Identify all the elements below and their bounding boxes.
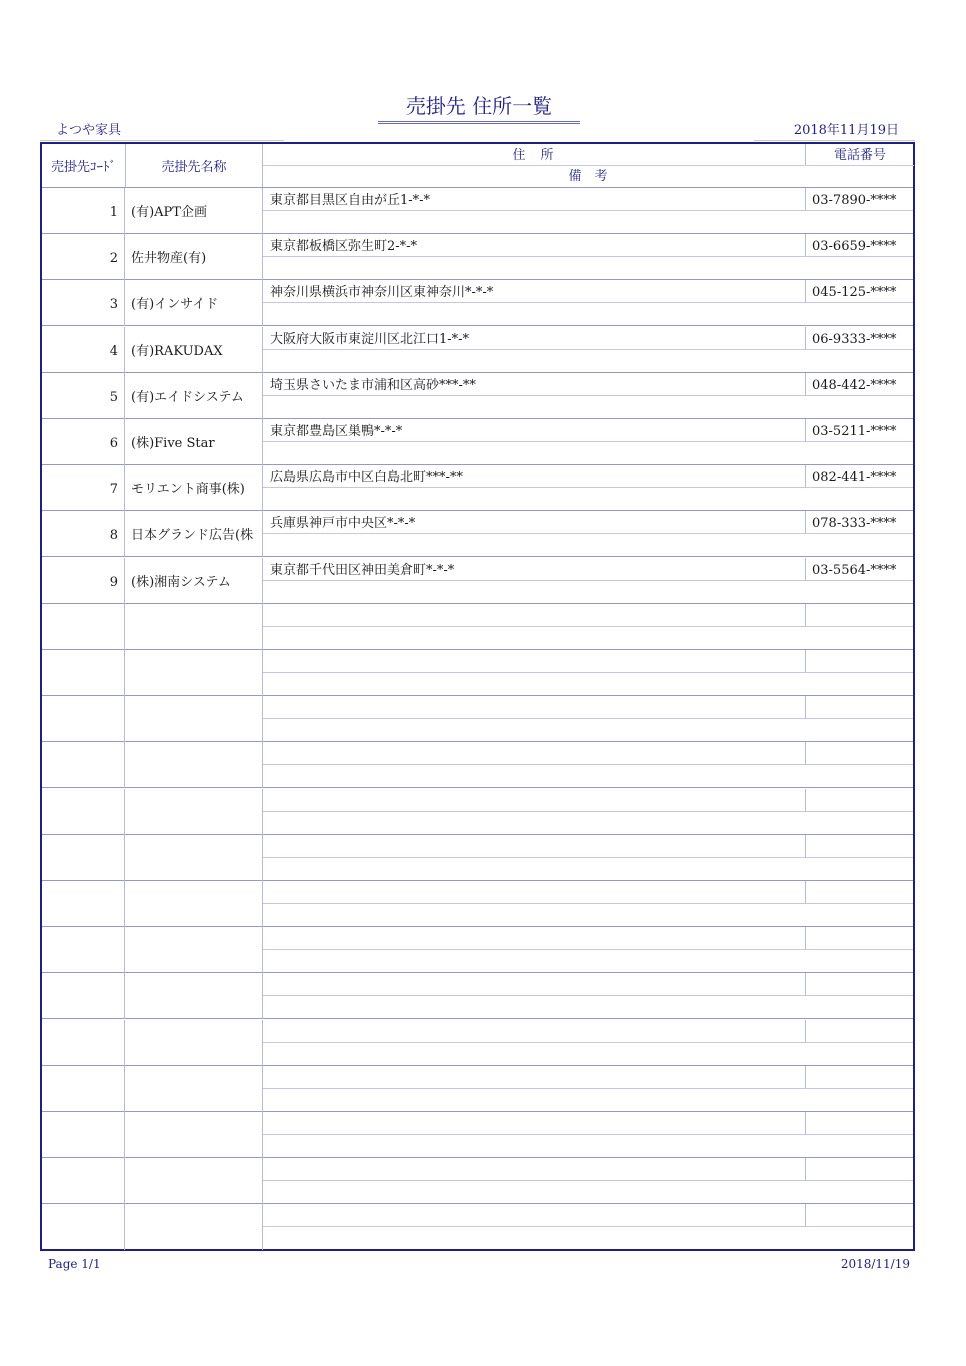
customer-note	[263, 904, 913, 926]
customer-note	[263, 812, 913, 834]
customer-note	[263, 765, 913, 787]
customer-name	[125, 1066, 263, 1112]
table-row	[42, 511, 913, 557]
customer-code: 6	[42, 419, 125, 465]
header-name: 売掛先名称	[126, 144, 263, 187]
table-row	[42, 1158, 913, 1204]
customer-code	[42, 835, 125, 881]
table-row	[42, 835, 913, 881]
customer-phone	[805, 1066, 913, 1089]
customer-note	[263, 996, 913, 1018]
header-phone: 電話番号	[805, 144, 914, 166]
table-row	[42, 1020, 913, 1066]
customer-name: モリエント商事(株)	[125, 465, 263, 511]
customer-note	[263, 719, 913, 741]
customer-note	[263, 950, 913, 972]
customer-note	[263, 488, 913, 510]
customer-phone: 06-9333-****	[805, 327, 913, 350]
customer-code: 2	[42, 234, 125, 280]
customer-code	[42, 742, 125, 788]
customer-address: 東京都豊島区巣鴨*-*-*	[263, 419, 805, 442]
report-date: 2018年11月19日	[754, 119, 915, 141]
customer-address	[263, 1112, 805, 1135]
customer-address	[263, 1204, 805, 1227]
table-row	[42, 742, 913, 788]
customer-phone	[805, 927, 913, 950]
customer-address	[263, 650, 805, 673]
customer-note	[263, 1135, 913, 1157]
customer-phone: 082-441-****	[805, 465, 913, 488]
customer-note	[263, 211, 913, 233]
table-row	[42, 696, 913, 742]
customer-address: 兵庫県神戸市中央区*-*-*	[263, 511, 805, 534]
customer-phone: 03-6659-****	[805, 234, 913, 257]
customer-code	[42, 650, 125, 696]
customer-phone	[805, 1204, 913, 1227]
table-row	[42, 650, 913, 696]
customer-code: 5	[42, 373, 125, 419]
customer-code	[42, 973, 125, 1019]
customer-code	[42, 696, 125, 742]
customer-phone	[805, 973, 913, 996]
customer-address: 大阪府大阪市東淀川区北江口1-*-*	[263, 327, 805, 350]
customer-phone	[805, 696, 913, 719]
customer-name: (株)湘南システム	[125, 558, 263, 604]
table-row	[42, 280, 913, 326]
customer-address	[263, 927, 805, 950]
customer-name	[125, 742, 263, 788]
customer-code	[42, 1066, 125, 1112]
header-address: 住 所	[263, 144, 804, 166]
customer-code	[42, 789, 125, 835]
customer-phone	[805, 881, 913, 904]
customer-name	[125, 1112, 263, 1158]
customer-name	[125, 604, 263, 650]
customer-address	[263, 881, 805, 904]
table-header	[42, 144, 913, 188]
table-row	[42, 881, 913, 927]
customer-phone	[805, 650, 913, 673]
customer-code	[42, 1158, 125, 1204]
customer-phone: 078-333-****	[805, 511, 913, 534]
customer-name	[125, 696, 263, 742]
customer-note	[263, 1089, 913, 1111]
customer-address	[263, 742, 805, 765]
customer-address: 広島県広島市中区白島北町***-**	[263, 465, 805, 488]
customer-address	[263, 604, 805, 627]
table-row	[42, 1066, 913, 1112]
customer-phone: 03-5211-****	[805, 419, 913, 442]
table-row	[42, 188, 913, 234]
customer-phone	[805, 835, 913, 858]
customer-code	[42, 927, 125, 973]
customer-note	[263, 673, 913, 695]
customer-note	[263, 1227, 913, 1249]
table-row	[42, 373, 913, 419]
table-row	[42, 558, 913, 604]
customer-code: 3	[42, 280, 125, 326]
customer-address	[263, 1158, 805, 1181]
customer-name	[125, 1158, 263, 1204]
customer-name: (株)Five Star	[125, 419, 263, 465]
customer-note	[263, 1043, 913, 1065]
customer-code	[42, 1112, 125, 1158]
customer-code	[42, 604, 125, 650]
customer-address	[263, 696, 805, 719]
table-row	[42, 604, 913, 650]
customer-code	[42, 1204, 125, 1250]
header-note: 備 考	[568, 169, 608, 184]
customer-name: (有)APT企画	[125, 188, 263, 234]
customer-phone: 048-442-****	[805, 373, 913, 396]
report-title: 売掛先 住所一覧	[378, 90, 580, 124]
customer-address	[263, 789, 805, 812]
customer-phone: 045-125-****	[805, 280, 913, 303]
customer-address: 東京都目黒区自由が丘1-*-*	[263, 188, 805, 211]
customer-phone	[805, 1158, 913, 1181]
customer-code	[42, 1020, 125, 1066]
customer-code: 7	[42, 465, 125, 511]
customer-name: (有)エイドシステム	[125, 373, 263, 419]
customer-note	[263, 257, 913, 279]
customer-phone	[805, 1020, 913, 1043]
company-name: よつや家具	[40, 119, 284, 141]
customer-name	[125, 789, 263, 835]
customer-name: (有)インサイド	[125, 280, 263, 326]
customer-phone	[805, 1112, 913, 1135]
customer-note	[263, 442, 913, 464]
table-row	[42, 789, 913, 835]
customer-note	[263, 303, 913, 325]
customer-name	[125, 1020, 263, 1066]
customer-name: 佐井物産(有)	[125, 234, 263, 280]
customer-name	[125, 650, 263, 696]
customer-phone	[805, 789, 913, 812]
page-number: Page 1/1	[48, 1257, 101, 1271]
customer-note	[263, 627, 913, 649]
table-row	[42, 327, 913, 373]
customer-code: 9	[42, 558, 125, 604]
table-row	[42, 927, 913, 973]
customer-address	[263, 973, 805, 996]
customer-code: 4	[42, 327, 125, 373]
customer-address	[263, 1020, 805, 1043]
customer-name	[125, 973, 263, 1019]
customer-code	[42, 881, 125, 927]
customer-note	[263, 350, 913, 372]
customer-phone	[805, 604, 913, 627]
table-row	[42, 419, 913, 465]
customer-name	[125, 927, 263, 973]
table-row	[42, 1112, 913, 1158]
customer-address	[263, 835, 805, 858]
table-row	[42, 465, 913, 511]
customer-note	[263, 534, 913, 556]
customer-note	[263, 581, 913, 603]
customer-phone: 03-7890-****	[805, 188, 913, 211]
customer-name	[125, 835, 263, 881]
table-row	[42, 1204, 913, 1250]
customer-name: 日本グランド広告(株	[125, 511, 263, 557]
table-row	[42, 973, 913, 1019]
customer-address	[263, 1066, 805, 1089]
customer-address: 神奈川県横浜市神奈川区東神奈川*-*-*	[263, 280, 805, 303]
customer-name	[125, 881, 263, 927]
customer-phone	[805, 742, 913, 765]
table-row	[42, 234, 913, 280]
footer-date: 2018/11/19	[840, 1257, 910, 1271]
customer-note	[263, 1181, 913, 1203]
customer-note	[263, 396, 913, 418]
customer-code: 1	[42, 188, 125, 234]
customer-address: 東京都板橋区弥生町2-*-*	[263, 234, 805, 257]
address-table	[40, 142, 915, 1251]
customer-note	[263, 858, 913, 880]
customer-name: (有)RAKUDAX	[125, 327, 263, 373]
customer-name	[125, 1204, 263, 1250]
customer-address: 埼玉県さいたま市浦和区高砂***-**	[263, 373, 805, 396]
customer-code: 8	[42, 511, 125, 557]
customer-phone: 03-5564-****	[805, 558, 913, 581]
customer-address: 東京都千代田区神田美倉町*-*-*	[263, 558, 805, 581]
header-code: 売掛先ｺｰﾄﾞ	[42, 144, 126, 187]
